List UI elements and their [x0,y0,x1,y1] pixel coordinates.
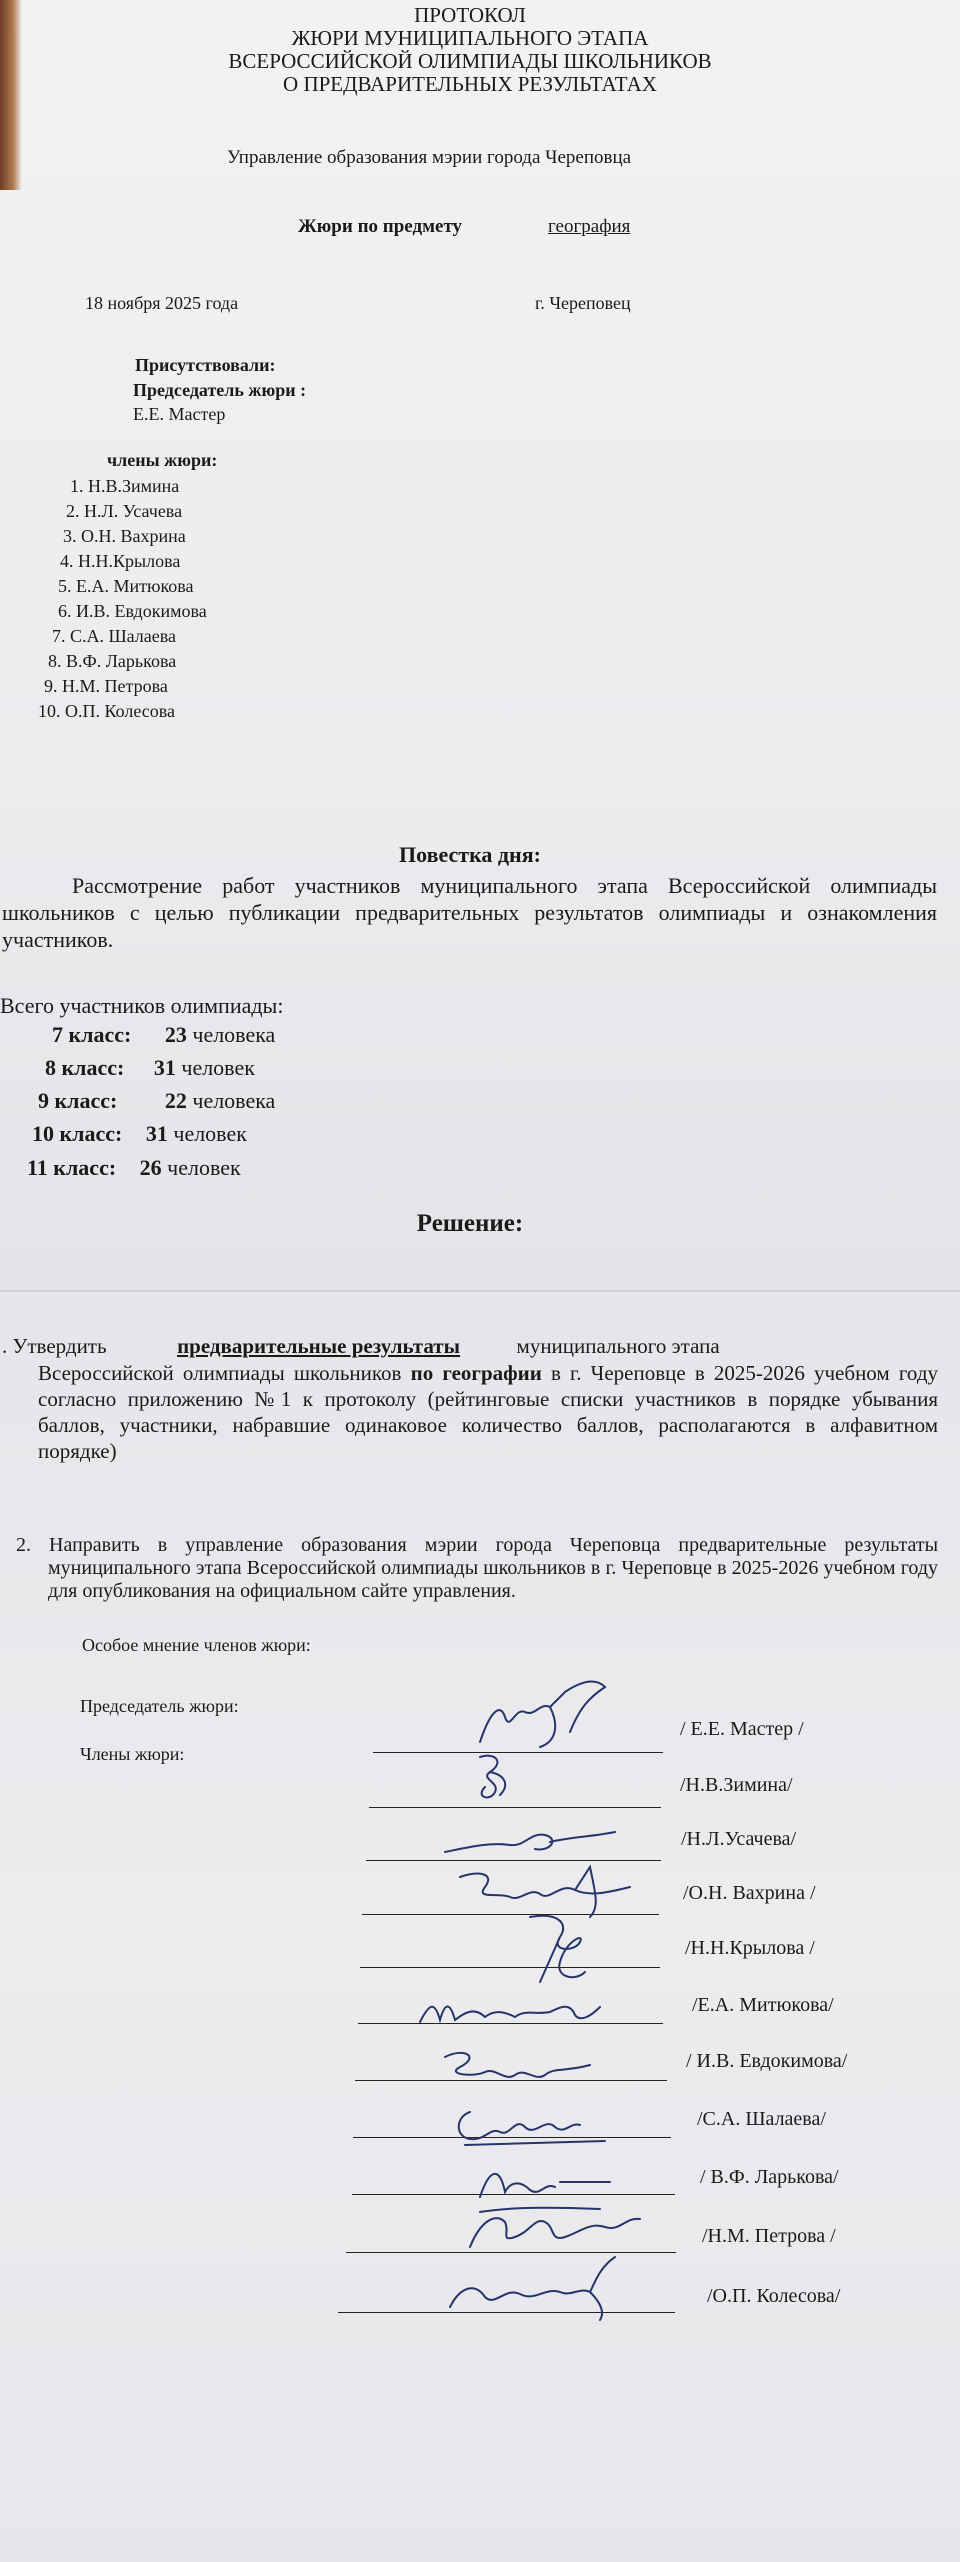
special-opinion-label: Особое мнение членов жюри: [82,1635,311,1655]
signatory-name: /Н.М. Петрова / [702,2225,836,2247]
handwritten-signature [445,2097,615,2152]
decision-item1-text [38,1360,938,1464]
signatory-name: / И.В. Евдокимова/ [686,2050,848,2072]
grade-count: 31 [153,1055,176,1080]
participants-row [32,1121,247,1147]
grade-unit: человека [192,1088,276,1113]
grade-label: 8 класс: [45,1055,125,1080]
grade-label: 9 класс: [38,1088,118,1113]
agenda-text: Рассмотрение работ участников муниципального этапа Всероссийской олимпиады школьников с целью публикации предварительных результатов олимпиады и ознакомления участников. [2,873,937,952]
organization-name: Управление образования мэрии города Череповца [227,147,632,168]
present-label: Присутствовали: [135,355,276,375]
signatory-name: / В.Ф. Ларькова/ [700,2166,839,2188]
protocol-city: г. Череповец [535,293,631,313]
participants-label: Всего участников олимпиады: [0,993,284,1018]
member-item: 5. Е.А. Митюкова [58,576,194,596]
decision-item1-part2: в г. Череповце в 2025-2026 учебном году согласно приложению №1 к протоколу (рейтинговые списки участников в порядке убывания баллов, участники, набравшие одинаковое количество баллов, располагаются в алфавитном порядке) [38,1361,938,1463]
doc-title-line2: ЖЮРИ МУНИЦИПАЛЬНОГО ЭТАПА [291,26,649,50]
subject-label: Жюри по предмету [298,216,463,237]
handwritten-signature [430,2252,630,2327]
grade-unit: человека [192,1022,276,1047]
member-item: 8. В.Ф. Ларькова [48,651,177,671]
grade-unit: человек [181,1055,255,1080]
signatory-name: /О.Н. Вахрина / [683,1882,816,1904]
grade-count: 22 [164,1088,187,1113]
member-item: 4. Н.Н.Крылова [60,551,181,571]
handwritten-signature [500,1902,620,1992]
handwritten-signature [410,1987,610,2032]
handwritten-signature [430,2037,610,2097]
decision-item1-part1: Всероссийской олимпиады школьников [38,1361,411,1385]
sign-members-label: Члены жюри: [80,1744,185,1764]
participants-row [27,1155,241,1181]
agenda-title: Повестка дня: [399,842,541,867]
grade-unit: человек [173,1121,247,1146]
signatory-name: / Е.Е. Мастер / [680,1718,804,1740]
member-item: 3. О.Н. Вахрина [63,526,186,546]
grade-count: 26 [139,1155,162,1180]
participants-row [45,1055,255,1081]
protocol-page-2 [0,1290,960,2562]
signatory-name: /Н.Н.Крылова / [685,1937,815,1959]
grade-label: 7 класс: [52,1022,132,1047]
signatory-name: /Н.В.Зимина/ [680,1774,793,1796]
grade-label: 10 класс: [32,1121,123,1146]
decision-item1-key: предварительные результаты [177,1334,461,1358]
sign-chair-label: Председатель жюри: [80,1696,239,1716]
member-item: 1. Н.В.Зимина [70,476,180,496]
grade-count: 31 [145,1121,168,1146]
subject-value: география [548,216,631,237]
participants-row [52,1022,275,1048]
decision-item1-scope: муниципального этапа [516,1334,720,1358]
signatory-name: /Н.Л.Усачева/ [681,1828,797,1850]
members-label: члены жюри: [107,450,218,470]
doc-title-line3: ВСЕРОССИЙСКОЙ ОЛИМПИАДЫ ШКОЛЬНИКОВ [228,49,712,73]
doc-title-line4: О ПРЕДВАРИТЕЛЬНЫХ РЕЗУЛЬТАТАХ [283,72,657,96]
member-item: 10. О.П. Колесова [38,701,176,721]
participants-row [38,1088,275,1114]
chair-label: Председатель жюри : [133,380,307,400]
grade-count: 23 [164,1022,187,1047]
doc-title-line1: ПРОТОКОЛ [414,3,526,27]
member-item: 2. Н.Л. Усачева [66,501,183,521]
decision-item2: 2. Направить в управление образования мэрии города Череповца предварительные результаты муниципального этапа Всероссийской олимпиады школьников в г. Череповце в 2025-2026 учебном году для опубликования на официальном сайте управления. [16,1534,938,1602]
decision-item1-subject: по географии [410,1361,542,1385]
signatory-name: /С.А. Шалаева/ [697,2108,826,2130]
chair-name: Е.Е. Мастер [133,404,226,424]
grade-unit: человек [167,1155,241,1180]
decision-item1-start: . Утвердить [2,1334,107,1358]
handwritten-signature [470,1672,630,1757]
member-item: 9. Н.М. Петрова [44,676,168,696]
signatory-name: /О.П. Колесова/ [707,2285,841,2307]
member-item: 6. И.В. Евдокимова [58,601,207,621]
member-item: 7. С.А. Шалаева [52,626,177,646]
decision-title: Решение: [416,1210,524,1237]
protocol-date: 18 ноября 2025 года [85,293,239,313]
grade-label: 11 класс: [27,1155,117,1180]
signatory-name: /Е.А. Митюкова/ [692,1994,834,2016]
decision-item1-lead [2,1334,720,1359]
